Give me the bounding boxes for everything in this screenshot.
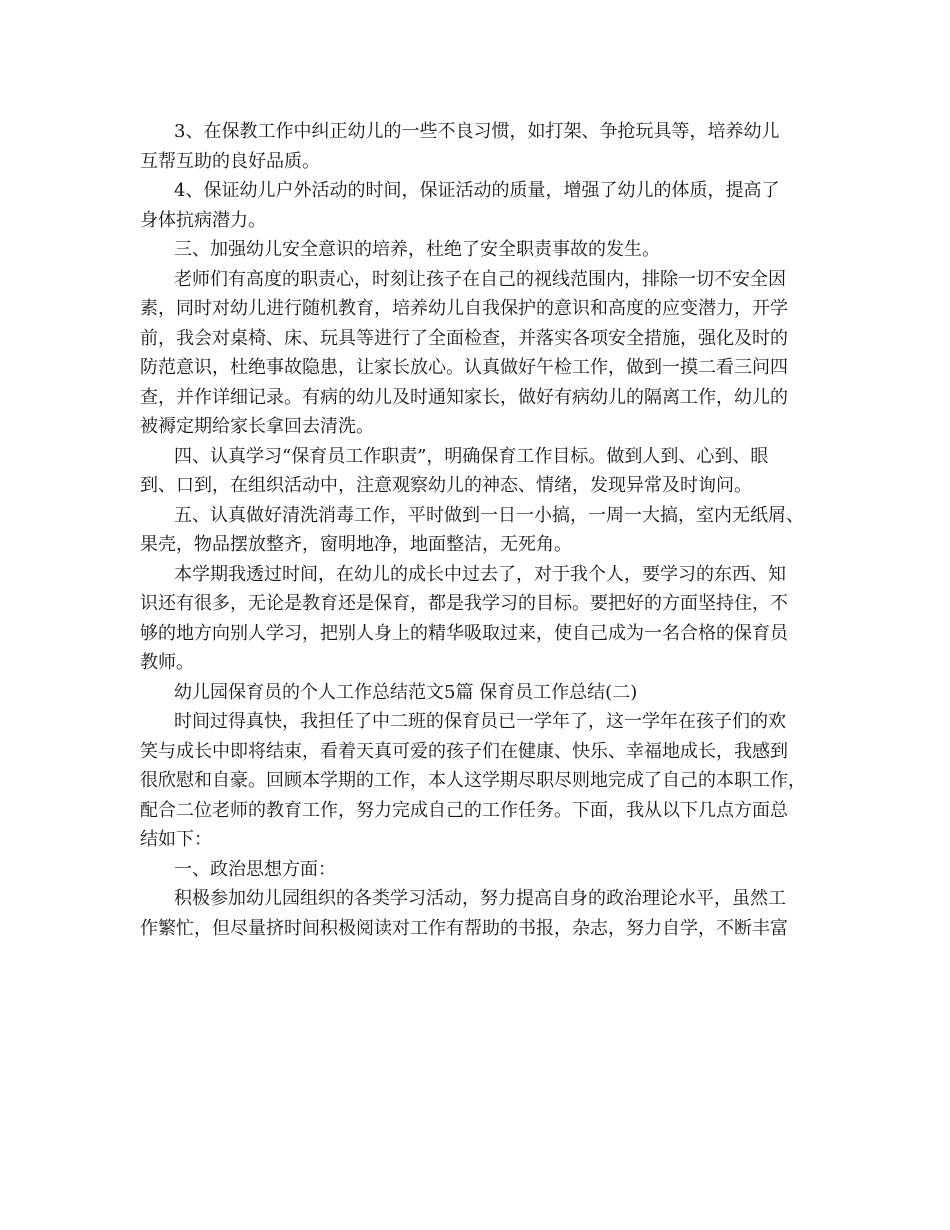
text-line: 结如下： [140,829,212,850]
paragraph [140,117,815,176]
text-line: 笑与成长中即将结束，看着天真可爱的孩子们在健康、快乐、幸福地成长，我感到 [140,740,788,762]
text-line: 4、保证幼儿户外活动的时间，保证活动的质量，增强了幼儿的体质，提高了 [174,180,780,201]
text-line: 作繁忙，但尽量挤时间积极阅读对工作有帮助的书报，杂志，努力自学，不断丰富 [140,917,788,939]
text-line: 本学期我透过时间，在幼儿的成长中过去了，对于我个人，要学习的东西、知 [174,563,786,585]
text-line: 四、认真学习“保育员工作职责”，明确保育工作目标。做到人到、心到、眼 [174,445,769,467]
text-line: 被褥定期给家长拿回去清洗。 [140,416,374,437]
text-line: 积极参加幼儿园组织的各类学习活动，努力提高自身的政治理论水平，虽然工 [174,888,786,909]
text-line: 素，同时对幼儿进行随机教育，培养幼儿自我保护的意识和高度的应变潜力，开学 [140,298,788,319]
paragraph [140,560,815,678]
text-line: 身体抗病潜力。 [140,209,266,231]
text-line: 三、加强幼儿安全意识的培养，杜绝了安全职责事故的发生。 [174,239,660,260]
text-line: 到、口到，在组织活动中，注意观察幼儿的神态、情绪，发现异常及时询问。 [140,475,752,496]
text-line: 够的地方向别人学习，把别人身上的精华吸取过来，使自己成为一名合格的保育员 [140,622,788,644]
paragraph [140,176,815,235]
paragraph [140,442,815,501]
text-line: 3、在保教工作中纠正幼儿的一些不良习惯，如打架、争抢玩具等，培养幼儿 [174,121,780,142]
text-line: 果壳，物品摆放整齐，窗明地净，地面整洁，无死角。 [140,534,572,555]
text-line: 很欣慰和自豪。回顾本学期的工作，本人这学期尽职尽则地完成了自己的本职工作， [140,770,806,791]
text-line: 幼儿园保育员的个人工作总结范文5篇 保育员工作总结(二) [174,681,638,703]
text-line: 前，我会对桌椅、床、玩具等进行了全面检查，并落实各项安全措施，强化及时的 [140,327,788,349]
section-heading [140,235,815,265]
text-line: 配合二位老师的教育工作，努力完成自己的工作任务。下面，我从以下几点方面总 [140,799,788,821]
paragraph [140,265,815,442]
paragraph [140,884,815,943]
paragraph [140,501,815,560]
article-title [140,678,815,708]
text-line: 教师。 [140,652,194,673]
text-line: 防范意识，杜绝事故隐患，让家长放心。认真做好午检工作，做到一摸二看三问四 [140,357,788,378]
text-line: 老师们有高度的职责心，时刻让孩子在自己的视线范围内，排除一切不安全因 [174,268,786,290]
paragraph [140,707,815,855]
text-line: 识还有很多，无论是教育还是保育，都是我学习的目标。要把好的方面坚持住，不 [140,593,788,614]
text-line: 互帮互助的良好品质。 [140,150,320,172]
document-body [140,117,815,943]
text-line: 查，并作详细记录。有病的幼儿及时通知家长，做好有病幼儿的隔离工作，幼儿的 [140,386,788,408]
text-line: 一、政治思想方面： [174,858,336,880]
text-line: 时间过得真快，我担任了中二班的保育员已一学年了，这一学年在孩子们的欢 [174,711,786,732]
text-line: 五、认真做好清洗消毒工作，平时做到一日一小搞，一周一大搞，室内无纸屑、 [174,504,804,526]
section-heading [140,855,815,885]
